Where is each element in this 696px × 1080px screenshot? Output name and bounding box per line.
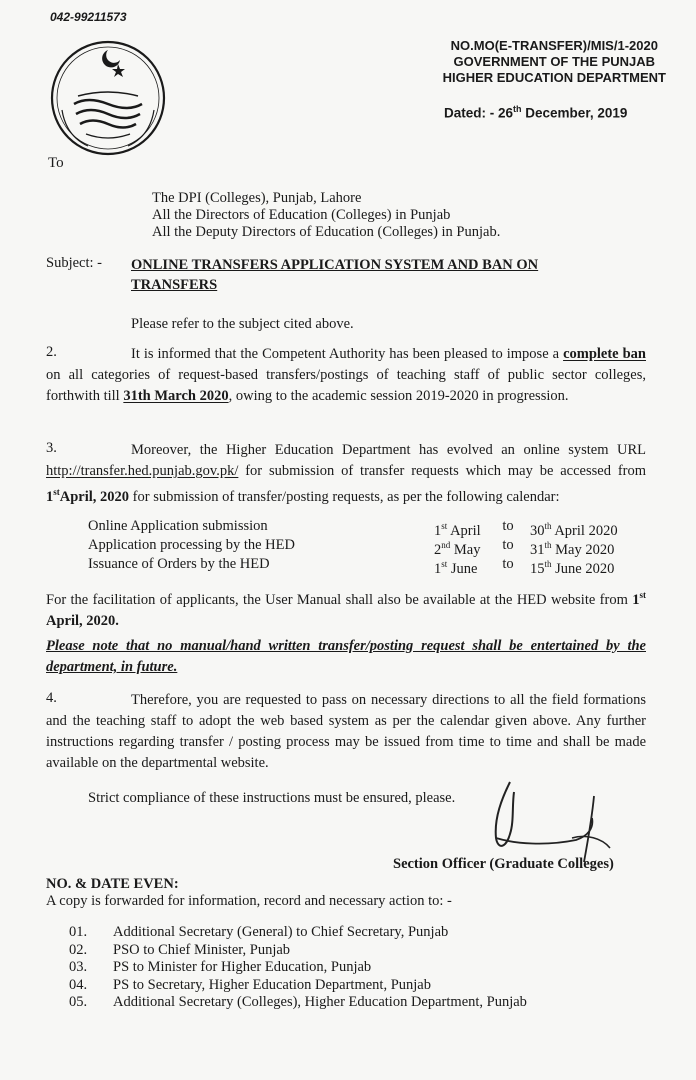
day: 1	[434, 560, 442, 577]
suffix: st	[441, 521, 448, 531]
calendar-row	[88, 537, 648, 556]
copy-item-number: 05.	[69, 994, 88, 1010]
month: June 2020	[551, 560, 615, 577]
date-day: 1	[46, 488, 54, 505]
calendar-item: Online Application submission	[88, 518, 268, 534]
addressee-block	[152, 190, 500, 241]
letter-header	[443, 38, 666, 86]
complete-ban-text: complete ban	[563, 346, 646, 362]
suffix: th	[544, 521, 552, 531]
para-2-text: , owing to the academic session 2019-2020 in progression.	[228, 388, 569, 404]
day: 31	[530, 541, 545, 558]
para-3	[46, 440, 646, 508]
calendar-from	[434, 518, 486, 537]
addressee-line: All the Directors of Education (Colleges) in Punjab	[152, 207, 451, 223]
suffix: nd	[441, 540, 451, 550]
copy-item-text: PS to Minister for Higher Education, Punjab	[113, 959, 372, 975]
calendar-to	[530, 518, 618, 537]
copy-list-item	[69, 924, 527, 942]
addressee-line: All the Deputy Directors of Education (Colleges) in Punjab.	[152, 224, 501, 240]
copy-list-item	[69, 959, 527, 977]
day: 30	[530, 522, 545, 539]
para-4: Therefore, you are requested to pass on necessary directions to all the field formations and the teaching staff to adopt the web based system as per the calendar given above. Any further instructions regarding transfer / posting process may be issued from time to time and shall be made available on the departmental website.	[46, 692, 646, 771]
copy-list-item	[69, 994, 527, 1012]
day: 15	[530, 560, 545, 577]
copy-item-number: 04.	[69, 976, 88, 993]
government-name: GOVERNMENT OF THE PUNJAB	[453, 54, 656, 69]
para-2-number: 2.	[46, 344, 57, 360]
para-2-text: It is informed that the Competent Authority has been pleased to impose a	[131, 346, 564, 362]
addressee-line: The DPI (Colleges), Punjab, Lahore	[152, 190, 362, 206]
copy-item-text: PSO to Chief Minister, Punjab	[113, 941, 291, 958]
date-rest: April, 2020	[59, 488, 130, 505]
copy-item-text: Additional Secretary (Colleges), Higher Education Department, Punjab	[113, 994, 527, 1010]
subject-label: Subject: -	[46, 255, 102, 271]
calendar-from	[434, 537, 486, 556]
day: 2	[434, 541, 442, 558]
date-line	[444, 104, 627, 121]
signatory-title: Section Officer (Graduate Colleges)	[393, 856, 614, 872]
phone-number: 042-99211573	[50, 10, 127, 24]
copy-list-item	[69, 942, 527, 960]
date-suffix: st	[53, 487, 60, 497]
para-3-text: for submission of transfer requests which may be accessed from	[238, 463, 646, 479]
calendar-item: Issuance of Orders by the HED	[88, 556, 270, 572]
calendar-to	[530, 537, 614, 556]
day: 1	[434, 522, 442, 539]
date-prefix: Dated: - 26	[444, 105, 514, 121]
month: May 2020	[551, 541, 615, 558]
date-rest: April, 2020.	[46, 612, 119, 629]
copy-item-number: 03.	[69, 959, 88, 975]
copy-item-text: Additional Secretary (General) to Chief Secretary, Punjab	[113, 924, 449, 940]
date-suffix: th	[513, 104, 522, 114]
para-2	[46, 344, 646, 407]
para-3-number: 3.	[46, 440, 57, 456]
month: April 2020	[551, 522, 618, 539]
facilitation-text: For the facilitation of applicants, the User Manual shall also be available at the HED website from	[46, 591, 633, 608]
department-name: HIGHER EDUCATION DEPARTMENT	[442, 70, 666, 85]
date-day: 1	[632, 591, 640, 608]
reference-number: NO.MO(E-TRANSFER)/MIS/1-2020	[450, 38, 658, 53]
suffix: st	[441, 559, 448, 569]
copy-item-text: PS to Secretary, Higher Education Department, Punjab	[113, 976, 431, 993]
date-suffix: st	[639, 590, 646, 600]
to-label: To	[48, 155, 64, 171]
facilitation-paragraph	[46, 585, 646, 632]
copy-heading: NO. & DATE EVEN:	[46, 876, 179, 892]
important-note: Please note that no manual/hand written transfer/posting request shall be entertained by the department, in future.	[46, 638, 646, 675]
punjab-emblem-icon	[48, 38, 168, 158]
intro-line: Please refer to the subject cited above.	[131, 316, 354, 332]
month: May	[450, 541, 481, 558]
calendar-row	[88, 556, 648, 575]
calendar-to-word: to	[502, 556, 514, 572]
para-4-number: 4.	[46, 690, 57, 706]
calendar-table	[88, 518, 648, 575]
calendar-item: Application processing by the HED	[88, 537, 295, 553]
calendar-row	[88, 518, 648, 537]
para-2-text: on all categories of request-based transfers/postings of teaching staff of public sector colleges, forthwith till	[46, 367, 646, 404]
copy-list	[69, 924, 527, 1012]
calendar-to-word: to	[502, 518, 514, 534]
calendar-to-word: to	[502, 537, 514, 553]
copy-item-number: 01.	[69, 924, 88, 940]
copy-list-item	[69, 977, 527, 995]
signature-icon	[476, 778, 626, 868]
month: June	[447, 560, 478, 577]
subject-text: ONLINE TRANSFERS APPLICATION SYSTEM AND BAN ON TRANSFERS	[131, 257, 539, 293]
para-3-text: Moreover, the Higher Education Department has evolved an online system URL	[131, 442, 646, 458]
calendar-from	[434, 556, 486, 575]
para-3-text: for submission of transfer/posting requests, as per the following calendar:	[129, 488, 560, 505]
copy-item-number: 02.	[69, 941, 88, 958]
deadline-text: 31th March 2020	[123, 388, 229, 404]
copy-intro: A copy is forwarded for information, record and necessary action to: -	[46, 893, 452, 909]
transfer-url-link[interactable]: http://transfer.hed.punjab.gov.pk/	[46, 463, 239, 479]
date-rest: December, 2019	[521, 105, 628, 121]
suffix: th	[544, 559, 552, 569]
calendar-to	[530, 556, 614, 575]
month: April	[447, 522, 481, 539]
suffix: th	[544, 540, 552, 550]
compliance-line: Strict compliance of these instructions must be ensured, please.	[88, 790, 456, 806]
